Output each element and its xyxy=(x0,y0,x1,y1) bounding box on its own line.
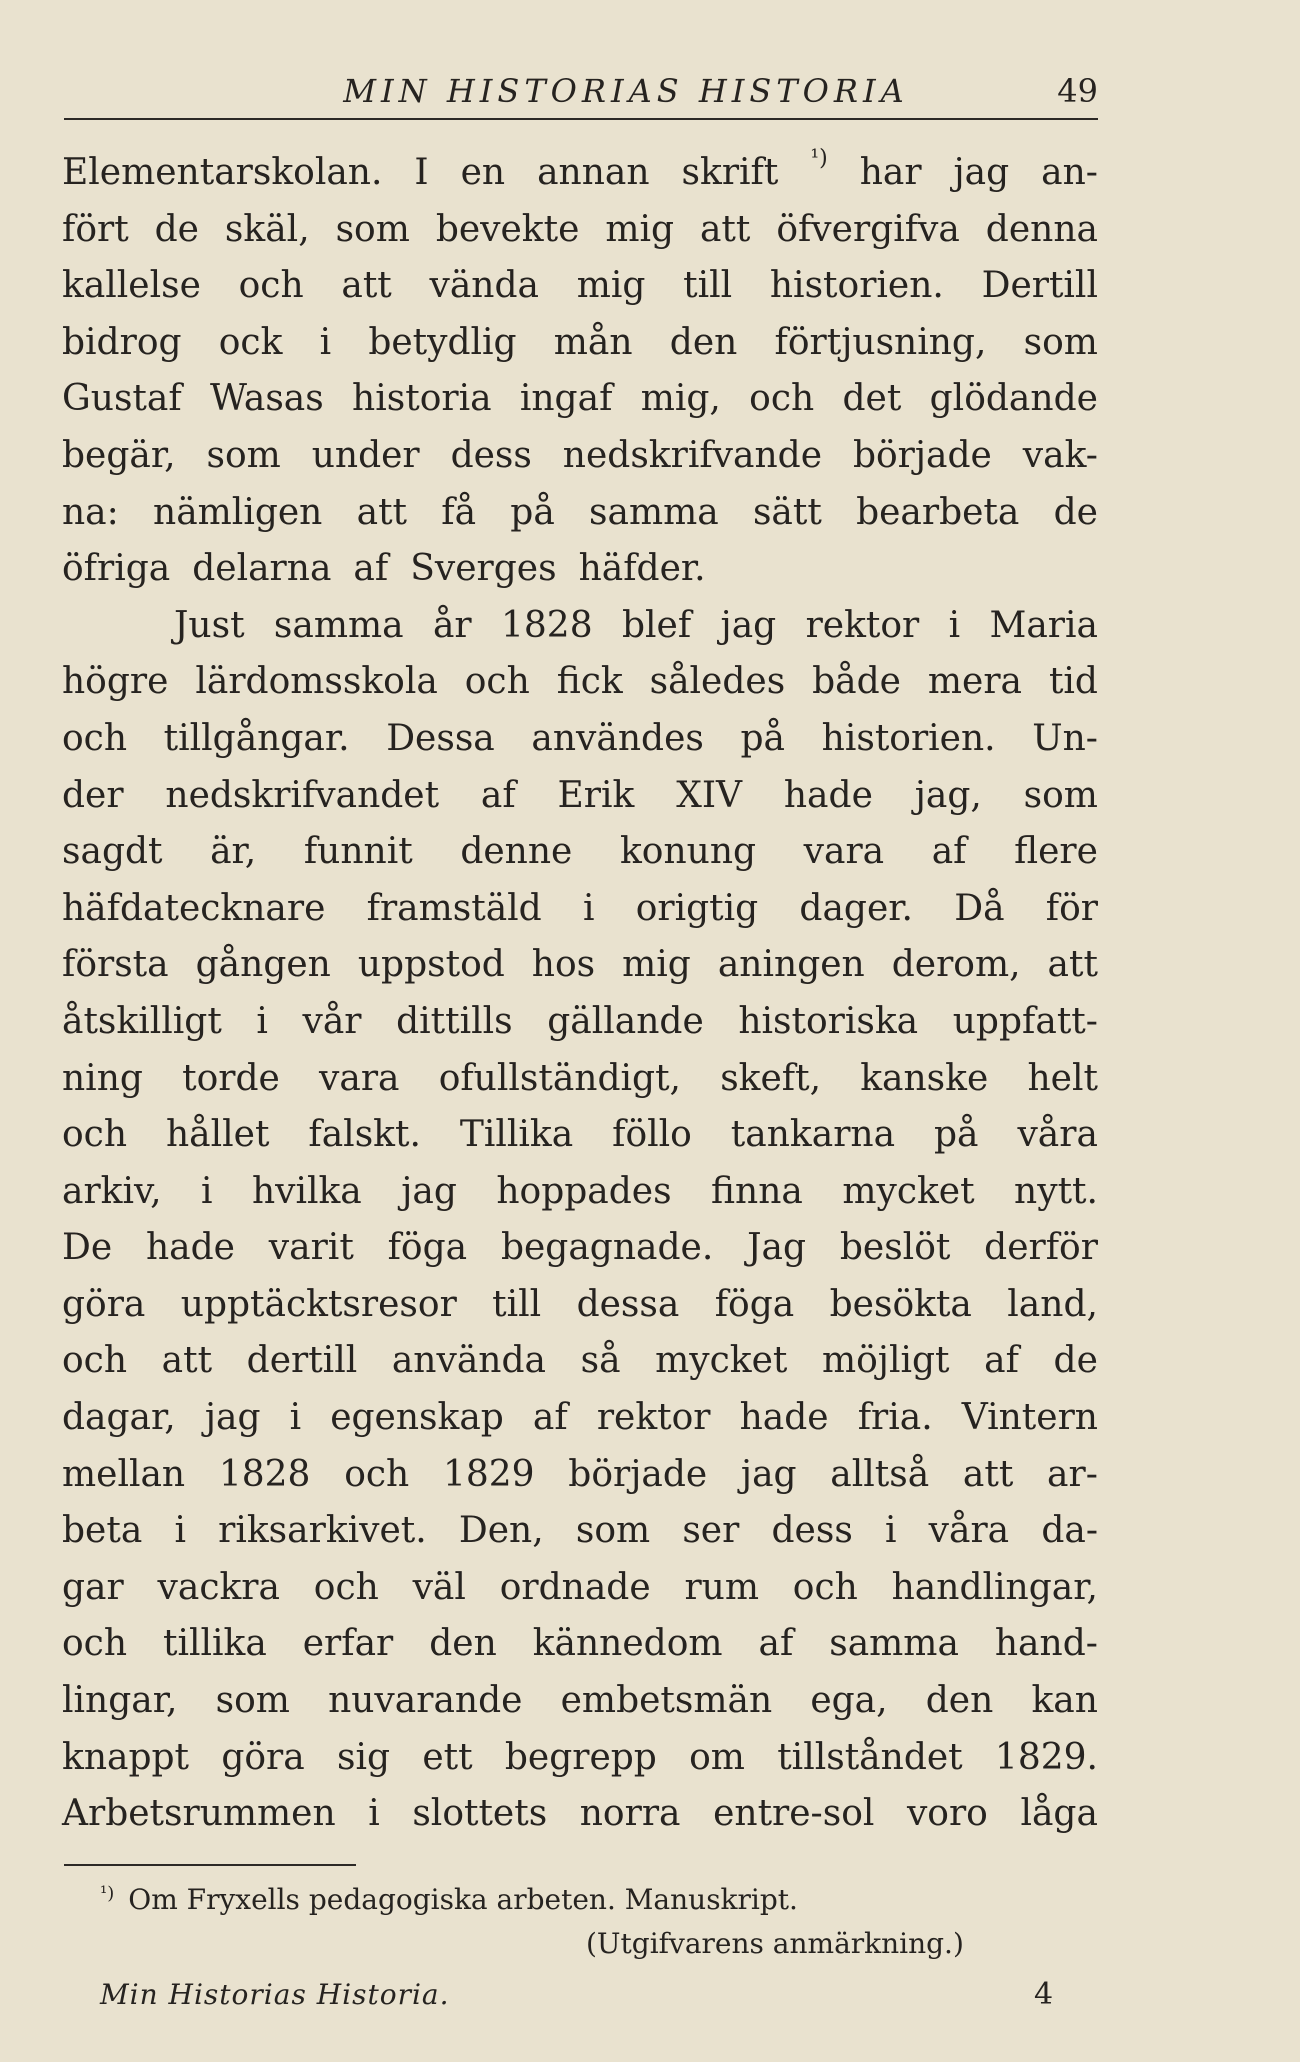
text-line xyxy=(62,258,1098,315)
word: rum xyxy=(684,1566,759,1608)
word: mig xyxy=(622,944,691,986)
word: alltså xyxy=(830,1453,930,1495)
text-line xyxy=(62,937,1098,994)
word: na: xyxy=(62,491,119,533)
footnote-text: Om Fryxells pedagogiska arbeten. Manuskript. xyxy=(128,1883,798,1916)
word: Den, xyxy=(458,1510,544,1552)
word: jag xyxy=(204,1397,261,1439)
text-line xyxy=(62,145,1098,202)
word: vara xyxy=(803,831,885,873)
word: skeft, xyxy=(720,1057,822,1099)
text-line xyxy=(62,654,1098,711)
word: hand- xyxy=(994,1623,1098,1665)
word: väl xyxy=(412,1566,466,1608)
word: sätt xyxy=(752,491,822,533)
word: och xyxy=(62,1114,128,1156)
footnote-line-2: (Utgifvarens anmärkning.) xyxy=(586,1927,964,1960)
word: fria. xyxy=(857,1397,933,1439)
word: historien. xyxy=(821,717,996,759)
word: den xyxy=(429,1623,497,1665)
word: gällande xyxy=(547,1000,704,1042)
body-text xyxy=(62,145,1098,1843)
word: således xyxy=(649,661,786,703)
word: både xyxy=(812,661,901,703)
word: samma xyxy=(589,491,719,533)
word: riksarkivet. xyxy=(218,1510,427,1552)
word: tillgångar. xyxy=(163,717,350,759)
text-line xyxy=(62,824,1098,881)
word: de xyxy=(154,208,199,250)
word: vackra xyxy=(157,1566,280,1608)
text-line xyxy=(62,1560,1098,1617)
word: ofullständigt, xyxy=(438,1057,682,1099)
word: kanske xyxy=(860,1057,989,1099)
word: som xyxy=(575,1510,651,1552)
word: slottets xyxy=(412,1793,548,1835)
word: för xyxy=(1045,887,1098,929)
word: att xyxy=(161,1340,213,1382)
word: till xyxy=(492,1283,542,1325)
word: lingar, xyxy=(62,1680,178,1722)
word: våra xyxy=(928,1510,1010,1552)
word: bidrog xyxy=(62,321,182,363)
word: ingaf xyxy=(519,378,613,420)
word: tillståndet xyxy=(777,1736,963,1778)
word: lärdomsskola xyxy=(195,661,438,703)
word: ock xyxy=(218,321,283,363)
word: och xyxy=(62,1340,128,1382)
word: sig xyxy=(336,1736,391,1778)
word: arkiv, xyxy=(62,1170,162,1212)
word: häfdatecknare xyxy=(62,887,326,929)
word: begrepp xyxy=(504,1736,657,1778)
word: i xyxy=(319,321,332,363)
word: blef xyxy=(621,604,692,646)
word: började xyxy=(568,1453,708,1495)
word: glödande xyxy=(929,378,1098,420)
word: denna xyxy=(985,208,1098,250)
word: handlingar, xyxy=(891,1566,1098,1608)
word: dess xyxy=(771,1510,853,1552)
word: skäl, xyxy=(224,208,310,250)
word: är, xyxy=(210,831,257,873)
text-line xyxy=(62,1107,1098,1164)
word: i xyxy=(948,604,961,646)
word: nämligen xyxy=(153,491,323,533)
word: som xyxy=(335,208,410,250)
word: I xyxy=(414,152,429,193)
word: tankarna xyxy=(730,1114,896,1156)
word: uppfatt- xyxy=(952,1000,1098,1042)
word: nedskrifvandet xyxy=(165,774,440,816)
word: om xyxy=(689,1736,745,1778)
word: våra xyxy=(1017,1114,1098,1156)
text-line xyxy=(62,428,1098,485)
text-line xyxy=(62,371,1098,428)
word: kännedom xyxy=(532,1623,723,1665)
word: mycket xyxy=(842,1170,975,1212)
word: tid xyxy=(1048,661,1098,703)
word: mera xyxy=(927,661,1023,703)
word: den xyxy=(925,1680,994,1722)
word: förtjusning, xyxy=(774,321,987,363)
word: dessa xyxy=(576,1283,680,1325)
word: dagar, xyxy=(62,1397,176,1439)
page-number: 49 xyxy=(1057,72,1098,110)
word: flere xyxy=(1014,831,1098,873)
word: finna xyxy=(711,1170,803,1212)
word: och xyxy=(62,717,128,759)
word: falskt. xyxy=(308,1114,421,1156)
word: denne xyxy=(460,831,573,873)
word: norra xyxy=(579,1793,681,1835)
word: började xyxy=(852,434,992,476)
word: dittills xyxy=(396,1000,513,1042)
text-line xyxy=(62,1786,1098,1843)
word: Jag xyxy=(747,1227,807,1269)
word: har xyxy=(859,152,922,193)
text-line xyxy=(62,1164,1098,1221)
word: Just xyxy=(174,604,245,646)
word: entre-sol xyxy=(713,1793,875,1835)
word: jag xyxy=(401,1170,457,1212)
word: och xyxy=(464,661,530,703)
text-line xyxy=(62,1447,1098,1504)
word: Sverges xyxy=(410,548,557,590)
running-head xyxy=(64,66,1098,116)
word: och xyxy=(344,1453,410,1495)
word: origtig xyxy=(635,887,759,929)
text-line xyxy=(62,315,1098,372)
word: föga xyxy=(714,1283,795,1325)
word: på xyxy=(740,717,786,759)
word: hoppades xyxy=(496,1170,672,1212)
word: tillika xyxy=(162,1623,267,1665)
word: historien. xyxy=(769,265,944,307)
word: 1829. xyxy=(994,1736,1098,1778)
word: ¹) xyxy=(810,146,828,171)
word: varit xyxy=(268,1227,354,1269)
word: vända xyxy=(429,265,539,307)
text-line xyxy=(62,711,1098,768)
word: historiska xyxy=(738,1000,919,1042)
word: år xyxy=(432,604,472,646)
word: och xyxy=(792,1566,858,1608)
signature-number: 4 xyxy=(1034,1977,1054,2012)
word: Vintern xyxy=(961,1397,1098,1439)
word: hade xyxy=(783,774,873,816)
text-line xyxy=(62,1730,1098,1787)
word: i xyxy=(582,887,595,929)
word: första xyxy=(62,944,169,986)
word: på xyxy=(934,1114,979,1156)
word: framstäld xyxy=(366,887,542,929)
word: mig xyxy=(576,265,646,307)
text-line xyxy=(62,1051,1098,1108)
word: land, xyxy=(1007,1283,1098,1325)
word: vår xyxy=(302,1000,362,1042)
text-line xyxy=(62,881,1098,938)
word: och xyxy=(238,265,304,307)
word: och xyxy=(749,378,815,420)
word: De xyxy=(62,1227,113,1269)
text-line xyxy=(62,1503,1098,1560)
word: jag, xyxy=(914,774,982,816)
word: mån xyxy=(553,321,633,363)
word: der xyxy=(62,774,124,816)
word: bearbeta xyxy=(856,491,1020,533)
word: högre xyxy=(62,661,169,703)
word: och xyxy=(62,1623,128,1665)
word: Wasas xyxy=(209,378,324,420)
word: öfvergifva xyxy=(776,208,960,250)
word: göra xyxy=(221,1736,305,1778)
word: embetsmän xyxy=(560,1680,773,1722)
text-line xyxy=(62,1333,1098,1390)
word: åtskilligt xyxy=(62,1000,222,1042)
word: da- xyxy=(1041,1510,1098,1552)
word: ega, xyxy=(810,1680,888,1722)
word: ordnade xyxy=(499,1566,651,1608)
word: nytt. xyxy=(1014,1170,1098,1212)
word: konung xyxy=(619,831,757,873)
word: att xyxy=(341,265,392,307)
word: som xyxy=(1023,774,1098,816)
word: låga xyxy=(1020,1793,1098,1835)
word: och xyxy=(313,1566,379,1608)
word: i xyxy=(174,1510,186,1552)
footnote-line-1 xyxy=(100,1880,1020,1924)
word: i xyxy=(200,1170,213,1212)
word: af xyxy=(353,548,389,590)
word: jag xyxy=(953,152,1010,193)
word: Erik xyxy=(557,774,635,816)
word: det xyxy=(842,378,902,420)
word: att xyxy=(356,491,408,533)
word: i xyxy=(289,1397,302,1439)
word: hållet xyxy=(165,1114,270,1156)
word: hade xyxy=(739,1397,829,1439)
word: jag xyxy=(740,1453,797,1495)
text-line xyxy=(62,1220,1098,1277)
word: vak- xyxy=(1022,434,1098,476)
word: samma xyxy=(273,604,404,646)
word: delarna xyxy=(192,548,332,590)
word: öfriga xyxy=(62,548,171,590)
word: erfar xyxy=(302,1623,394,1665)
word: af xyxy=(931,831,967,873)
word: upptäcktsresor xyxy=(180,1283,457,1325)
word: göra xyxy=(62,1283,146,1325)
word: uppstod xyxy=(357,944,505,986)
word: rektor xyxy=(805,604,920,646)
word: i xyxy=(368,1793,380,1835)
signature-title: Min Historias Historia. xyxy=(100,1978,450,2011)
word: föllo xyxy=(612,1114,692,1156)
word: använda xyxy=(391,1340,546,1382)
word: rektor xyxy=(596,1397,711,1439)
word: att xyxy=(699,208,751,250)
word: sagdt xyxy=(62,831,163,873)
word: betydlig xyxy=(368,321,517,363)
word: dertill xyxy=(246,1340,358,1382)
word: torde xyxy=(182,1057,280,1099)
word: Gustaf xyxy=(62,378,182,420)
word: Dessa xyxy=(386,717,495,759)
word: bevekte xyxy=(435,208,580,250)
word: vara xyxy=(319,1057,400,1099)
word: XIV xyxy=(676,774,743,816)
text-line xyxy=(62,994,1098,1051)
word: voro xyxy=(906,1793,988,1835)
word: ser xyxy=(682,1510,740,1552)
word: ett xyxy=(422,1736,473,1778)
word: knappt xyxy=(62,1736,190,1778)
text-line xyxy=(62,1390,1098,1447)
text-line xyxy=(62,598,1098,655)
word: derför xyxy=(984,1227,1098,1269)
word: egenskap xyxy=(330,1397,504,1439)
word: Tillika xyxy=(459,1114,574,1156)
word: beslöt xyxy=(839,1227,951,1269)
word: gången xyxy=(195,944,331,986)
word: så xyxy=(580,1340,621,1382)
word: i xyxy=(256,1000,268,1042)
word: fick xyxy=(556,661,623,703)
word: till xyxy=(683,265,733,307)
word: 1829 xyxy=(442,1453,535,1495)
word: funnit xyxy=(303,831,413,873)
running-title: MIN HISTORIAS HISTORIA xyxy=(343,72,909,110)
word: som xyxy=(206,434,281,476)
word: den xyxy=(669,321,738,363)
word: historia xyxy=(352,378,492,420)
word: 1828 xyxy=(501,604,593,646)
word: ar- xyxy=(1047,1453,1098,1495)
footnote xyxy=(100,1880,1020,1964)
word: Un- xyxy=(1032,717,1098,759)
word: derom, xyxy=(891,944,1021,986)
header-rule xyxy=(64,118,1098,120)
word: begär, xyxy=(62,434,176,476)
word: mig xyxy=(605,208,675,250)
word: dess xyxy=(450,434,532,476)
word: skrift xyxy=(681,152,779,193)
word: an- xyxy=(1041,152,1098,193)
word: gar xyxy=(62,1566,124,1608)
word: besökta xyxy=(829,1283,972,1325)
word: nuvarande xyxy=(328,1680,523,1722)
word: af xyxy=(758,1623,794,1665)
word: Arbetsrummen xyxy=(62,1793,336,1835)
word: de xyxy=(1053,491,1098,533)
word: fört xyxy=(62,208,129,250)
word: användes xyxy=(531,717,704,759)
footnote-marker: ¹) xyxy=(100,1883,115,1904)
word: mig, xyxy=(640,378,721,420)
text-line xyxy=(62,768,1098,825)
word: af xyxy=(984,1340,1019,1382)
word: möjligt xyxy=(822,1340,950,1382)
text-line xyxy=(62,541,1098,598)
word: ning xyxy=(62,1057,143,1099)
word: att xyxy=(1047,944,1098,986)
word: Elementarskolan. xyxy=(62,152,383,193)
word: som xyxy=(215,1680,290,1722)
word: helt xyxy=(1027,1057,1098,1099)
text-line xyxy=(62,1616,1098,1673)
word: jag xyxy=(720,604,777,646)
text-line xyxy=(62,202,1098,259)
word: de xyxy=(1053,1340,1098,1382)
word: att xyxy=(962,1453,1014,1495)
word: kallelse xyxy=(62,265,201,307)
word: hvilka xyxy=(251,1170,362,1212)
word: mellan xyxy=(62,1453,186,1495)
word: kan xyxy=(1031,1680,1098,1722)
word: föga xyxy=(387,1227,468,1269)
word: som xyxy=(1023,321,1098,363)
word: häfder. xyxy=(578,548,706,590)
word: dager. xyxy=(799,887,913,929)
word: Då xyxy=(954,887,1005,929)
word: hos xyxy=(531,944,596,986)
word: på xyxy=(510,491,555,533)
word: i xyxy=(884,1510,897,1552)
word: 1828 xyxy=(218,1453,311,1495)
text-line xyxy=(62,1277,1098,1334)
word: hade xyxy=(145,1227,235,1269)
word: under xyxy=(311,434,420,476)
footnote-rule xyxy=(64,1864,356,1866)
word: Dertill xyxy=(981,265,1098,307)
word: beta xyxy=(62,1510,143,1552)
text-line xyxy=(62,485,1098,542)
text-line xyxy=(62,1673,1098,1730)
word: af xyxy=(480,774,516,816)
word: nedskrifvande xyxy=(562,434,823,476)
word: af xyxy=(532,1397,568,1439)
word: aningen xyxy=(717,944,865,986)
word: Maria xyxy=(989,604,1098,646)
word: få xyxy=(441,491,477,533)
word: annan xyxy=(537,152,650,193)
word: mycket xyxy=(655,1340,788,1382)
word: samma xyxy=(829,1623,959,1665)
word: begagnade. xyxy=(500,1227,714,1269)
word: en xyxy=(460,152,506,193)
